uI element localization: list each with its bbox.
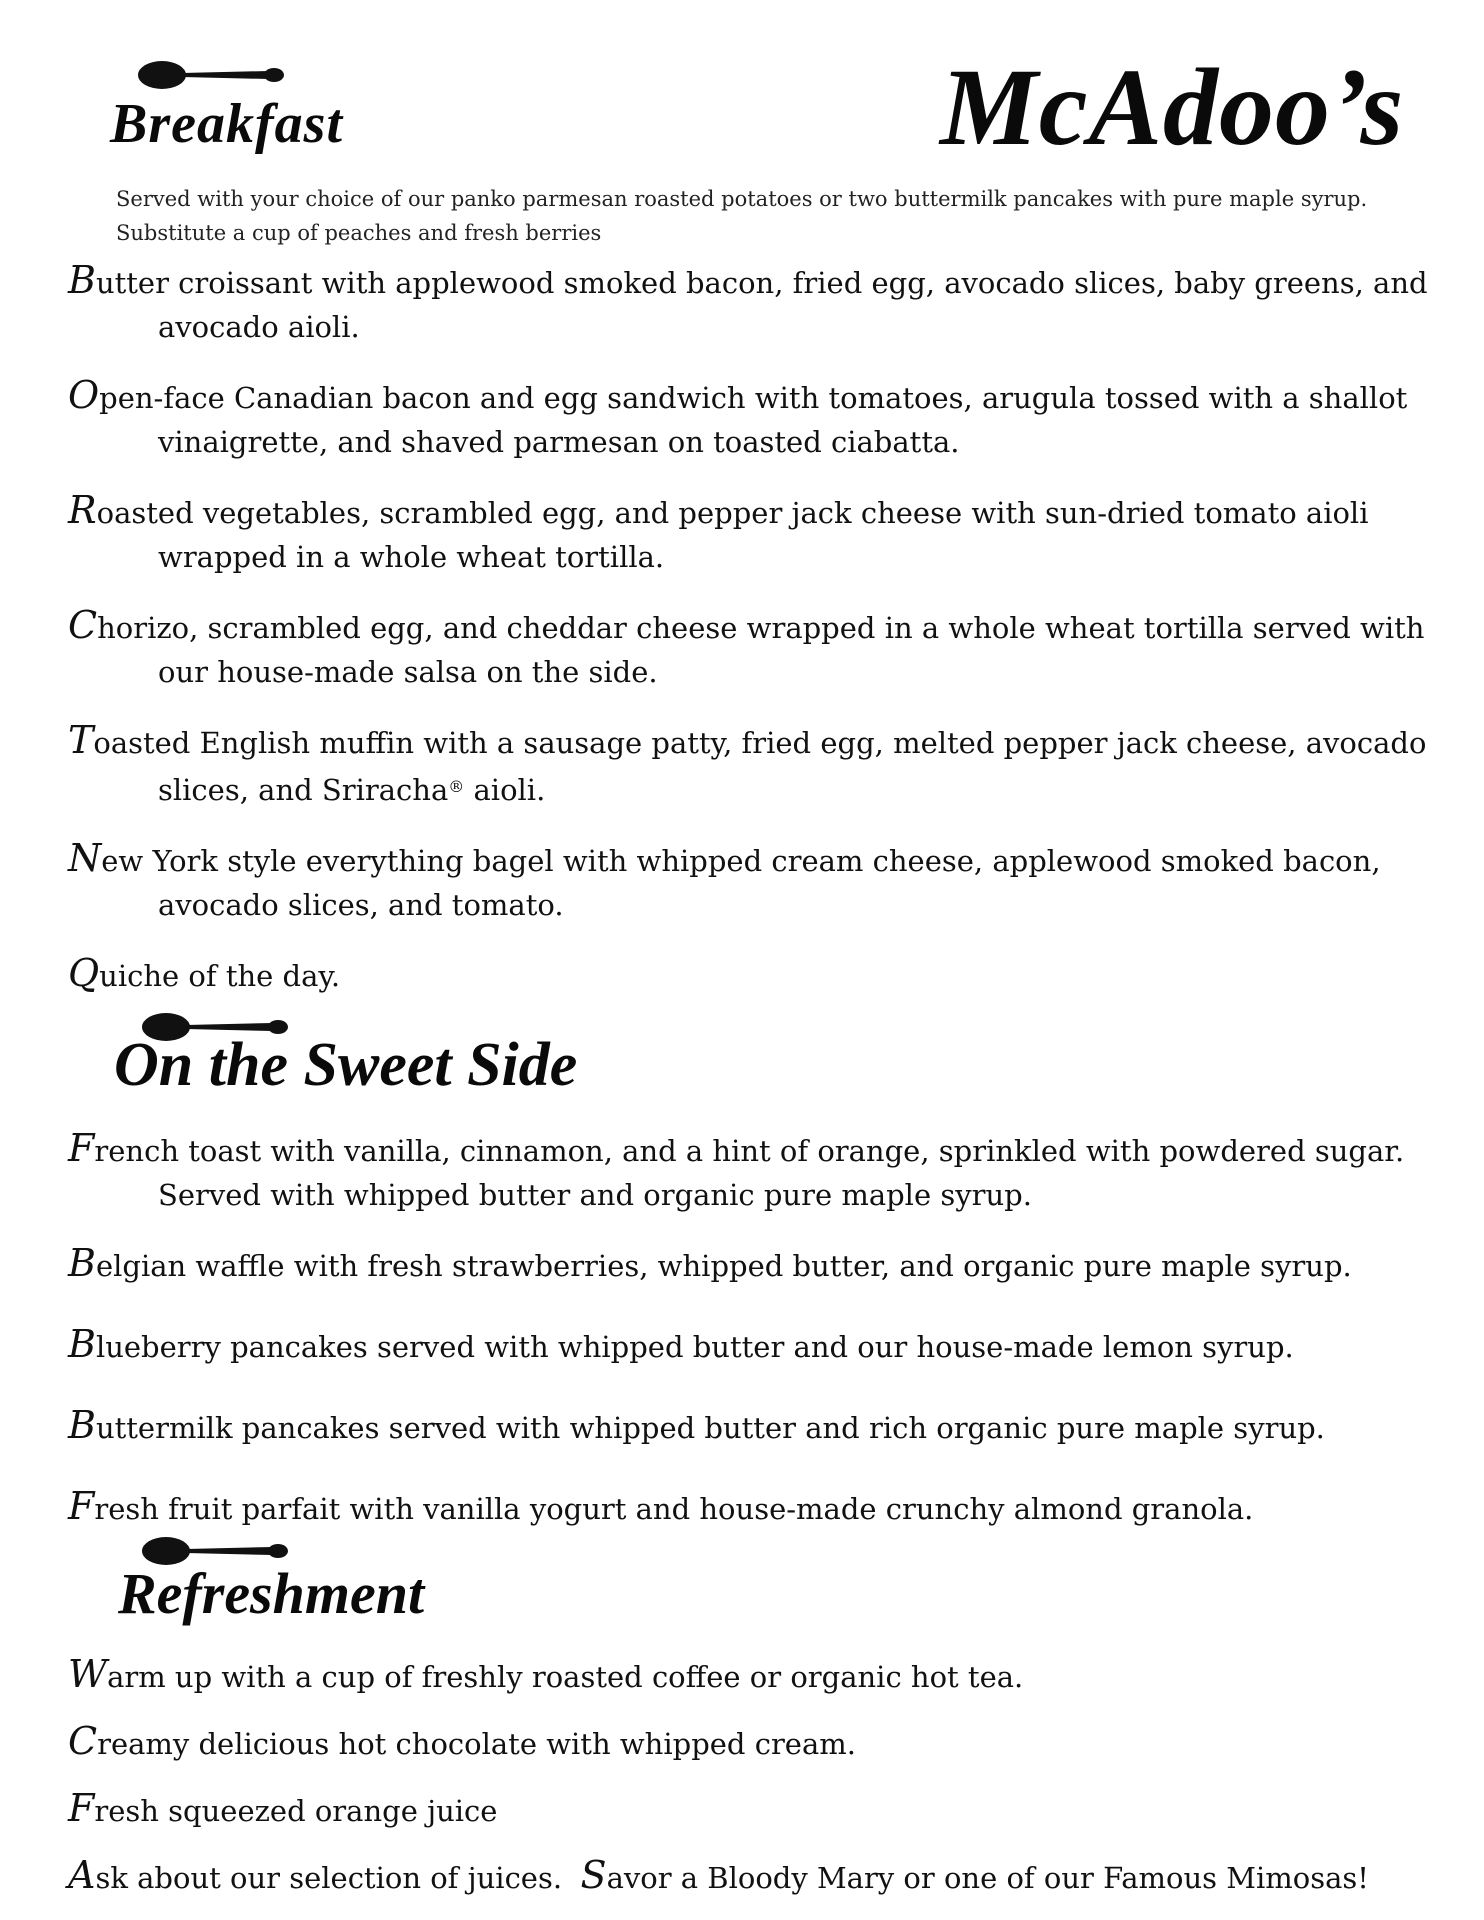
menu-item [68,1786,1438,1833]
refreshment-list [68,1652,1438,1900]
item-initial: T [68,718,94,762]
item-initial: C [68,603,98,647]
item-initial: B [68,1241,96,1285]
menu-item [68,258,1438,349]
item-text: lueberry pancakes served with whipped butter and our house-made lemon syrup. [95,1330,1294,1364]
breakfast-list [68,258,1438,998]
menu-item [68,1853,1438,1900]
menu-item [68,1403,1438,1450]
menu-item [68,836,1438,927]
menu-item [68,1126,1438,1217]
item-text: oasted English muffin with a sausage patty, fried egg, melted pepper jack cheese, avocado slices, and Sriracha [93,726,1427,807]
item-text: rench toast with vanilla, cinnamon, and a hint of orange, sprinkled with powdered sugar. Served with whipped butter and organic pure maple syrup. [94,1134,1405,1212]
item-text: aioli. [464,773,546,807]
item-text: horizo, scrambled egg, and cheddar cheese wrapped in a whole wheat tortilla served with our house-made salsa on the side. [97,611,1425,689]
item-initial: N [68,836,102,880]
item-initial: F [68,1786,95,1830]
item-initial: O [68,373,100,417]
item-initial: F [68,1126,95,1170]
item-initial: R [68,488,97,532]
item-initial: S [580,1853,607,1897]
menu-item [68,951,1438,998]
restaurant-name: McAdoo’s [940,46,1405,168]
breakfast-intro [116,182,1367,250]
spoon-icon [136,58,286,92]
menu-item [68,1719,1438,1766]
item-text: pen-face Canadian bacon and egg sandwich with tomatoes, arugula tossed with a shallot vinaigrette, and shaved parmesan on toasted ciabatta. [99,381,1408,459]
item-text: elgian waffle with fresh strawberries, whipped butter, and organic pure maple syrup. [95,1249,1352,1283]
item-text: resh fruit parfait with vanilla yogurt and house-made crunchy almond granola. [94,1492,1254,1526]
menu-item [68,1652,1438,1699]
item-text: ew York style everything bagel with whipped cream cheese, applewood smoked bacon, avocado slices, and tomato. [101,844,1381,922]
menu-item [68,718,1438,812]
item-initial: A [68,1853,96,1897]
item-text: arm up with a cup of freshly roasted coffee or organic hot tea. [107,1660,1024,1694]
item-initial: Q [68,951,100,995]
intro-line: Substitute a cup of peaches and fresh berries [116,221,602,245]
item-text: oasted vegetables, scrambled egg, and pepper jack cheese with sun-dried tomato aioli wrapped in a whole wheat tortilla. [96,496,1369,574]
registered-mark: ® [448,777,465,796]
sweet-side-title: On the Sweet Side [114,1031,578,1099]
item-initial: B [68,1403,96,1447]
item-initial: B [68,1322,96,1366]
item-initial: B [68,258,96,302]
refreshment-title: Refreshment [118,1561,425,1626]
item-text: reamy delicious hot chocolate with whipped cream. [97,1727,856,1761]
breakfast-title: Breakfast [110,93,343,155]
intro-line: Served with your choice of our panko parmesan roasted potatoes or two buttermilk pancakes with pure maple syrup. [116,187,1368,211]
item-text: sk about our selection of juices. [95,1861,581,1895]
menu-item [68,488,1438,579]
menu-item [68,1484,1438,1531]
item-text: utter croissant with applewood smoked bacon, fried egg, avocado slices, baby greens, and avocado aioli. [95,266,1428,344]
menu-item [68,603,1438,694]
item-text: resh squeezed orange juice [94,1794,498,1828]
menu-item [68,1322,1438,1369]
sweet-list [68,1126,1438,1531]
item-initial: C [68,1719,98,1763]
menu-item [68,1241,1438,1288]
item-text: avor a Bloody Mary or one of our Famous Mimosas! [606,1861,1369,1895]
item-text: uttermilk pancakes served with whipped butter and rich organic pure maple syrup. [95,1411,1325,1445]
item-initial: F [68,1484,95,1528]
item-initial: W [68,1652,108,1696]
menu-item [68,373,1438,464]
item-text: uiche of the day. [99,959,341,993]
